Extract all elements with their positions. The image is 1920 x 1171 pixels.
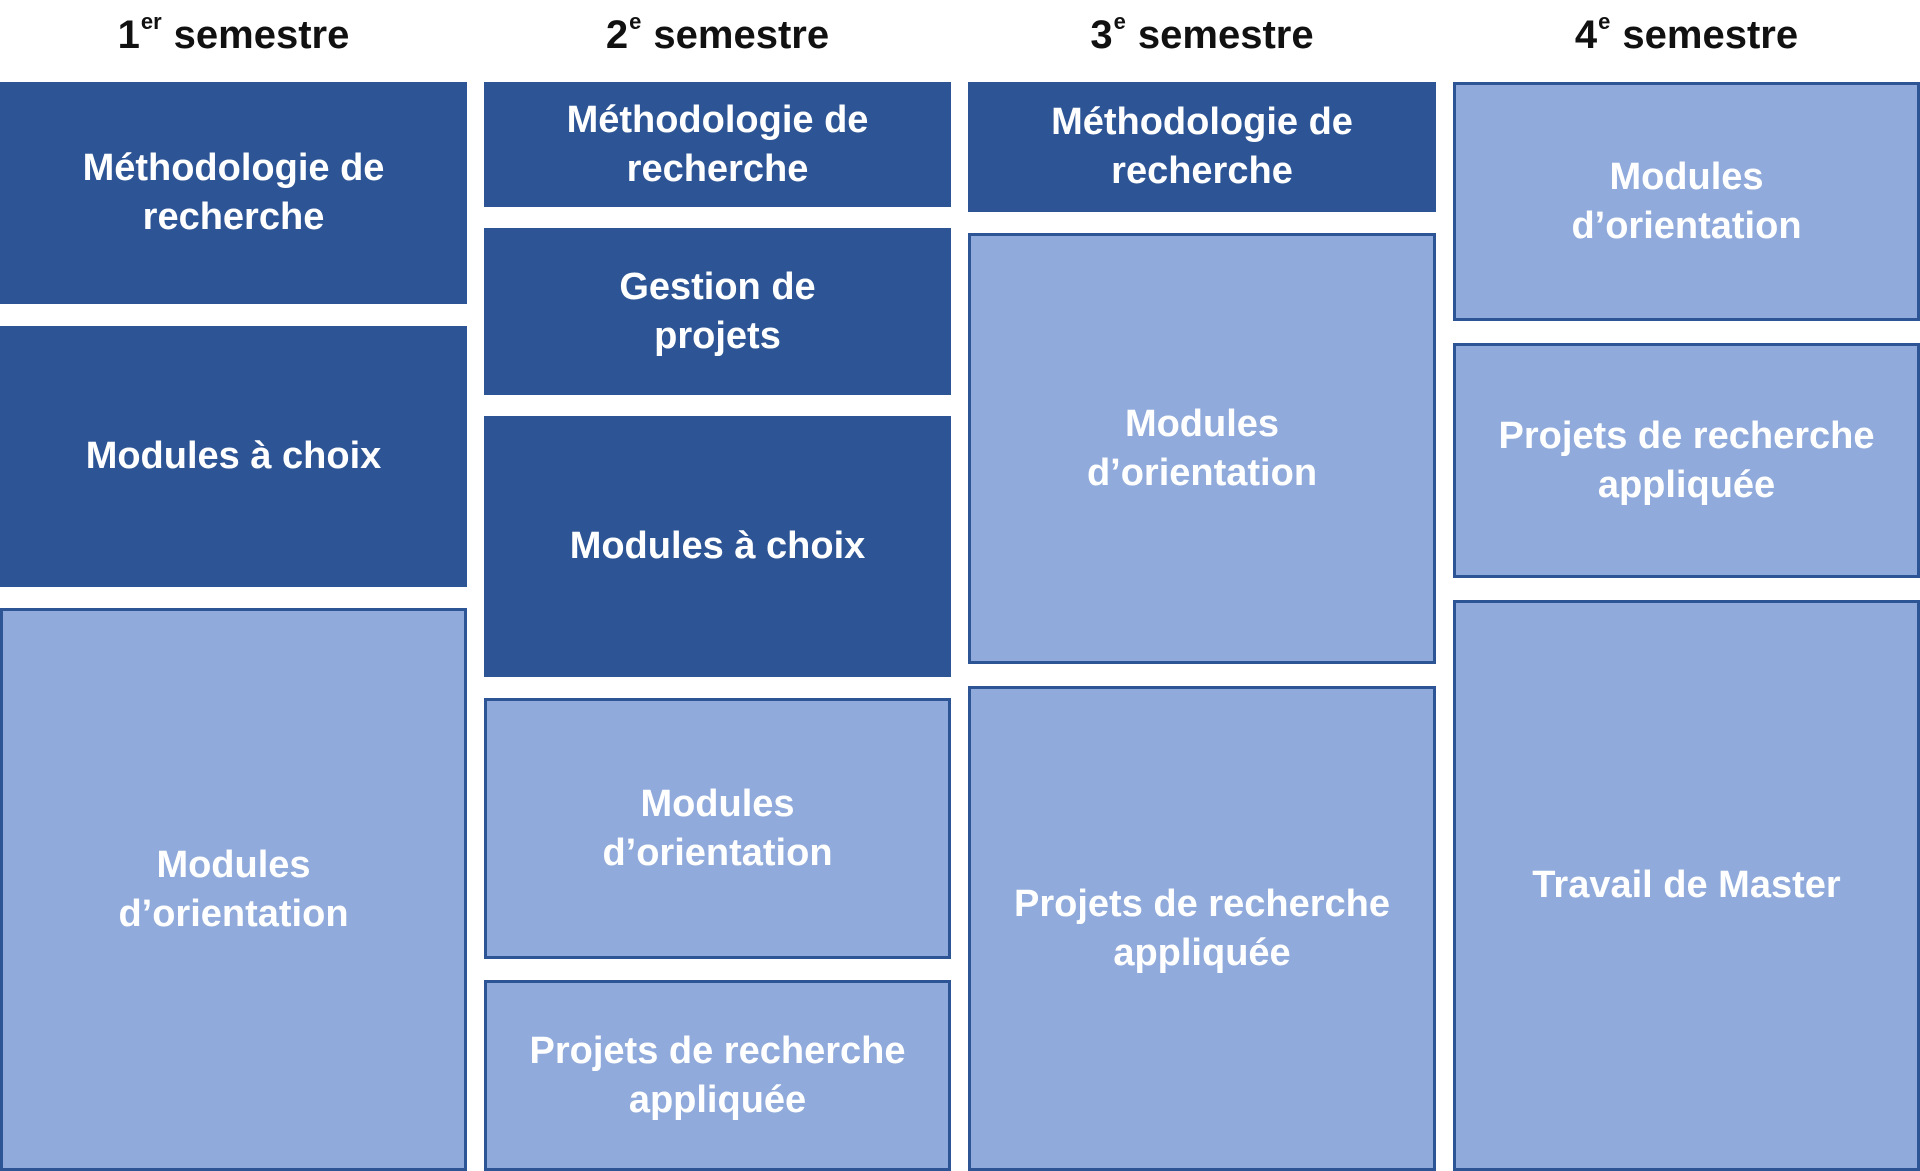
semester-4-projets-recherche-block (1453, 343, 1920, 578)
semester-4-modules-orientation-block (1453, 82, 1920, 321)
semester-4-travail-master-block (1453, 600, 1920, 1171)
semester-2-header (484, 0, 951, 70)
block-label: Modules à choix (569, 525, 866, 567)
block-label: Projets de recherche appliquée (1498, 414, 1875, 506)
block-label: Méthodologie de recherche (82, 147, 385, 238)
semester-3-header (968, 0, 1436, 70)
semester-2-modules-orientation-block (484, 698, 951, 959)
block-label: Projets de recherche appliquée (1014, 882, 1390, 974)
block-label: Projets de recherche appliquée (529, 1029, 906, 1121)
semester-2-suffix: e (629, 8, 642, 34)
block-label: Modules d’orientation (1086, 402, 1318, 494)
semester-3-number: 3 (1090, 12, 1113, 57)
semester-4-header (1453, 0, 1920, 70)
semester-1-modules-orientation-block (0, 608, 467, 1171)
block-label: Modules d’orientation (118, 843, 349, 935)
semester-2-methodologie-block (484, 82, 951, 207)
semester-3-methodologie-block (968, 82, 1436, 212)
semester-3-word: semestre (1137, 12, 1314, 57)
semester-4-word: semestre (1622, 12, 1799, 57)
semester-4-number: 4 (1574, 12, 1598, 57)
semester-1-number: 1 (117, 12, 140, 57)
semester-2-projets-recherche-block (484, 980, 951, 1171)
block-label: Travail de Master (1532, 864, 1841, 906)
semester-2-gestion-projets-block (484, 228, 951, 395)
block-label: Gestion de projets (619, 265, 816, 357)
block-label: Modules d’orientation (1571, 155, 1802, 247)
semester-3-suffix: e (1113, 8, 1126, 34)
block-label: Méthodologie de recherche (1051, 101, 1353, 192)
semester-2-word: semestre (653, 12, 830, 57)
semester-1-modules-choix-block (0, 326, 467, 587)
semester-2-modules-choix-block (484, 416, 951, 677)
semester-4-suffix: e (1598, 8, 1611, 34)
block-label: Modules d’orientation (602, 782, 833, 874)
semester-1-methodologie-block (0, 82, 467, 304)
semester-1-word: semestre (173, 12, 350, 57)
semester-1-header (0, 0, 467, 70)
semester-2-number: 2 (605, 12, 629, 57)
block-label: Modules à choix (85, 435, 382, 477)
semester-1-suffix: er (140, 8, 162, 34)
block-label: Méthodologie de recherche (566, 98, 869, 190)
semester-3-modules-orientation-block (968, 233, 1436, 664)
semester-3-projets-recherche-block (968, 686, 1436, 1171)
